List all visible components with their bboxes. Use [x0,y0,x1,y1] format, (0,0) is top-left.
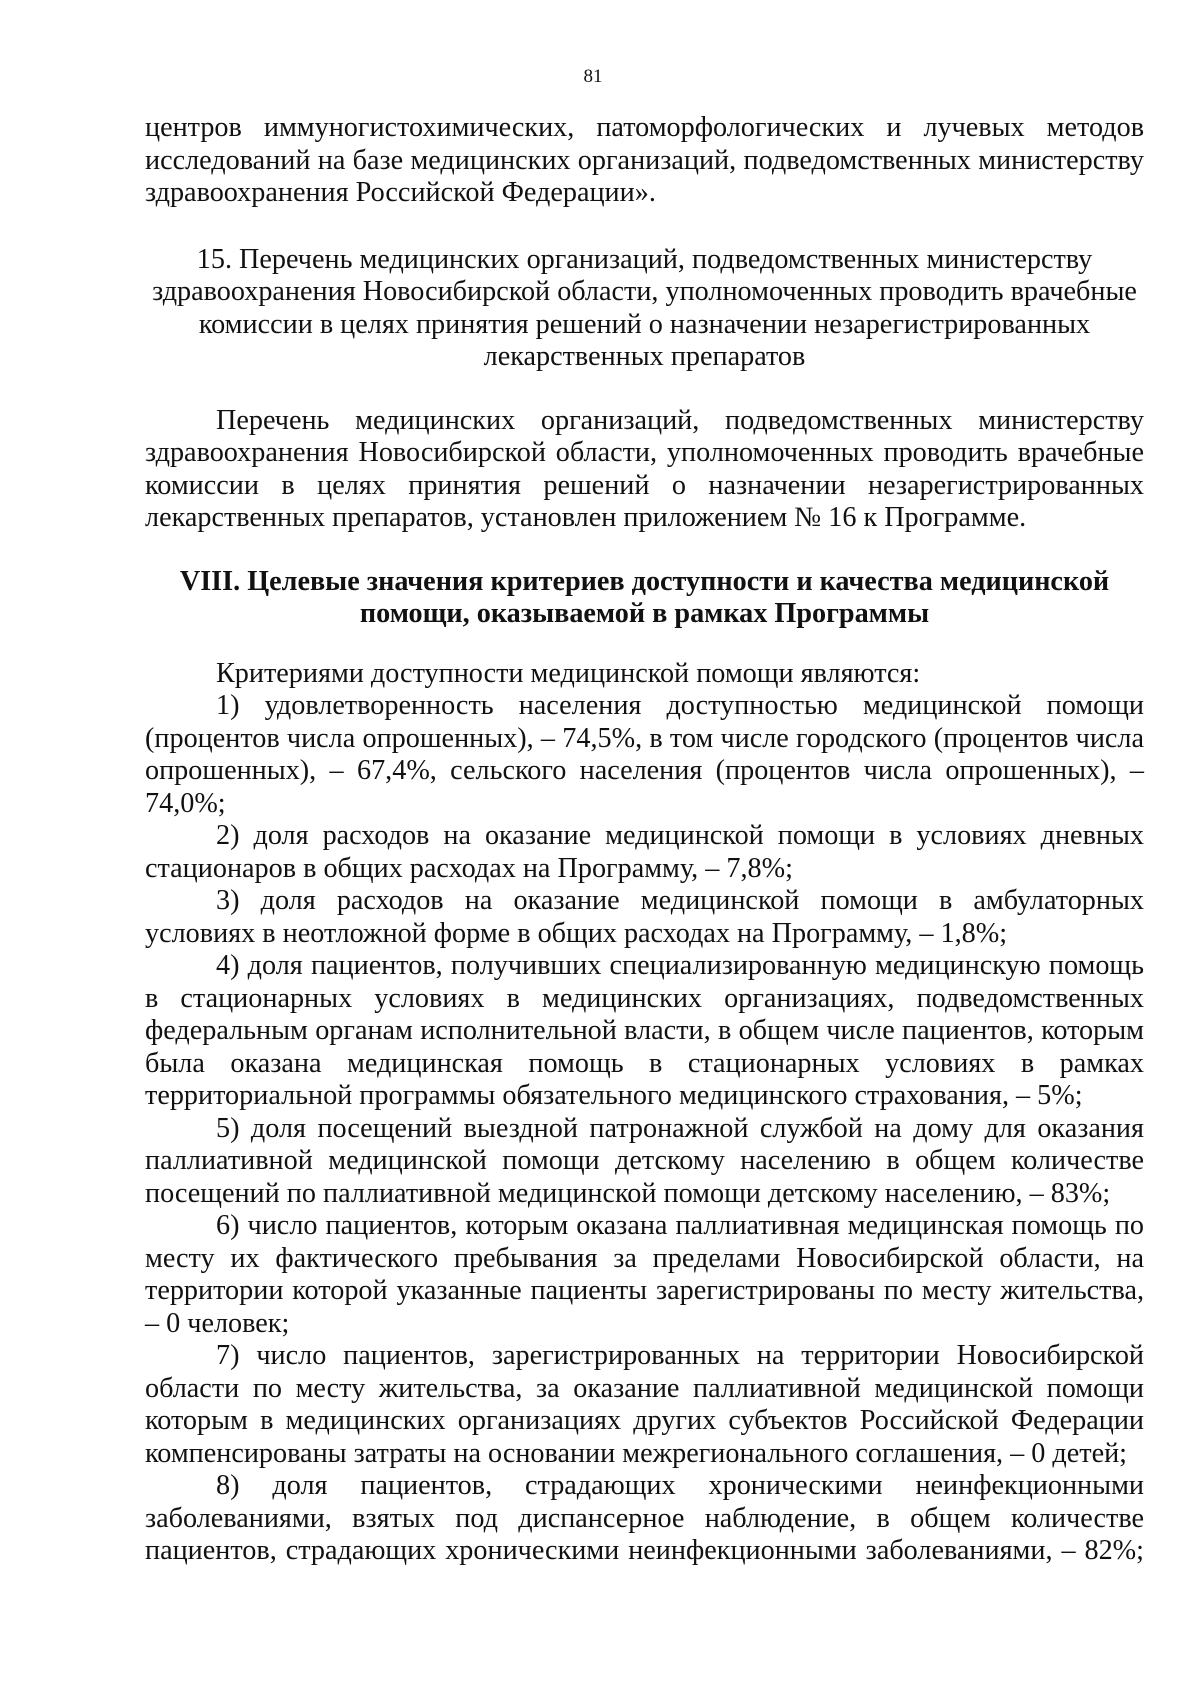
criteria-item-8: 8) доля пациентов, страдающих хроническими неинфекционными заболеваниями, взятых под диспансерное наблюдение, в общем количестве пациентов, страдающих хроническими неинфекционными заболеваниями, – 82%; [145,1470,1144,1566]
criteria-item-6: 6) число пациентов, которым оказана паллиативная медицинская помощь по месту их фактического пребывания за пределами Новосибирской области, на территории которой указанные пациенты зарегистрированы по месту жительства, – 0 человек; [145,1210,1144,1339]
page-number: 81 [583,66,603,87]
criteria-item-7: 7) число пациентов, зарегистрированных на территории Новосибирской области по месту жительства, за оказание паллиативной медицинской помощи которым в медицинских организациях других субъектов Российской Федерации компенсированы затраты на основании межрегионального соглашения, – 0 детей; [145,1340,1144,1469]
document-body [145,112,1144,1568]
criteria-item-1: 1) удовлетворенность населения доступностью медицинской помощи (процентов числа опрошенных), – 74,5%, в том числе городского (процентов числа опрошенных), – 67,4%, сельского населения (процентов числа опрошенных), – 74,0%; [145,690,1144,819]
criteria-intro: Критериями доступности медицинской помощи являются: [216,657,921,689]
section-15-body: Перечень медицинских организаций, подведомственных министерству здравоохранения Новосибирской области, уполномоченных проводить врачебные комиссии в целях принятия решений о назначении незарегистрированных лекарственных препаратов, установлен приложением № 16 к Программе. [145,404,1144,533]
criteria-item-5: 5) доля посещений выездной патронажной службой на дому для оказания паллиативной медицинской помощи детскому населению в общем количестве посещений по паллиативной медицинской помощи детскому населению, – 83%; [145,1112,1144,1209]
criteria-item-4: 4) доля пациентов, получивших специализированную медицинскую помощь в стационарных условиях в медицинских организациях, подведомственных федеральным органам исполнительной власти, в общем числе пациентов, которым была оказана медицинская помощь в стационарных условиях в рамках территориальной программы обязательного медицинского страхования, – 5%; [145,950,1144,1111]
criteria-item-2: 2) доля расходов на оказание медицинской помощи в условиях дневных стационаров в общих расходах на Программу, – 7,8%; [145,820,1144,884]
section-15-title: 15. Перечень медицинских организаций, подведомственных министерству здравоохранения Новосибирской области, уполномоченных проводить врачебные комиссии в целях принятия решений о назначении незарегистрированных лекарственных препаратов [152,243,1137,372]
continuation-paragraph: центров иммуногистохимических, патоморфологических и лучевых методов исследований на базе медицинских организаций, подведомственных министерству здравоохранения Российской Федерации». [145,112,1144,208]
criteria-item-3: 3) доля расходов на оказание медицинской помощи в амбулаторных условиях в неотложной форме в общих расходах на Программу, – 1,8%; [145,885,1144,949]
section-8-heading: VIII. Целевые значения критериев доступности и качества медицинской помощи, оказываемой в рамках Программы [179,565,1110,629]
